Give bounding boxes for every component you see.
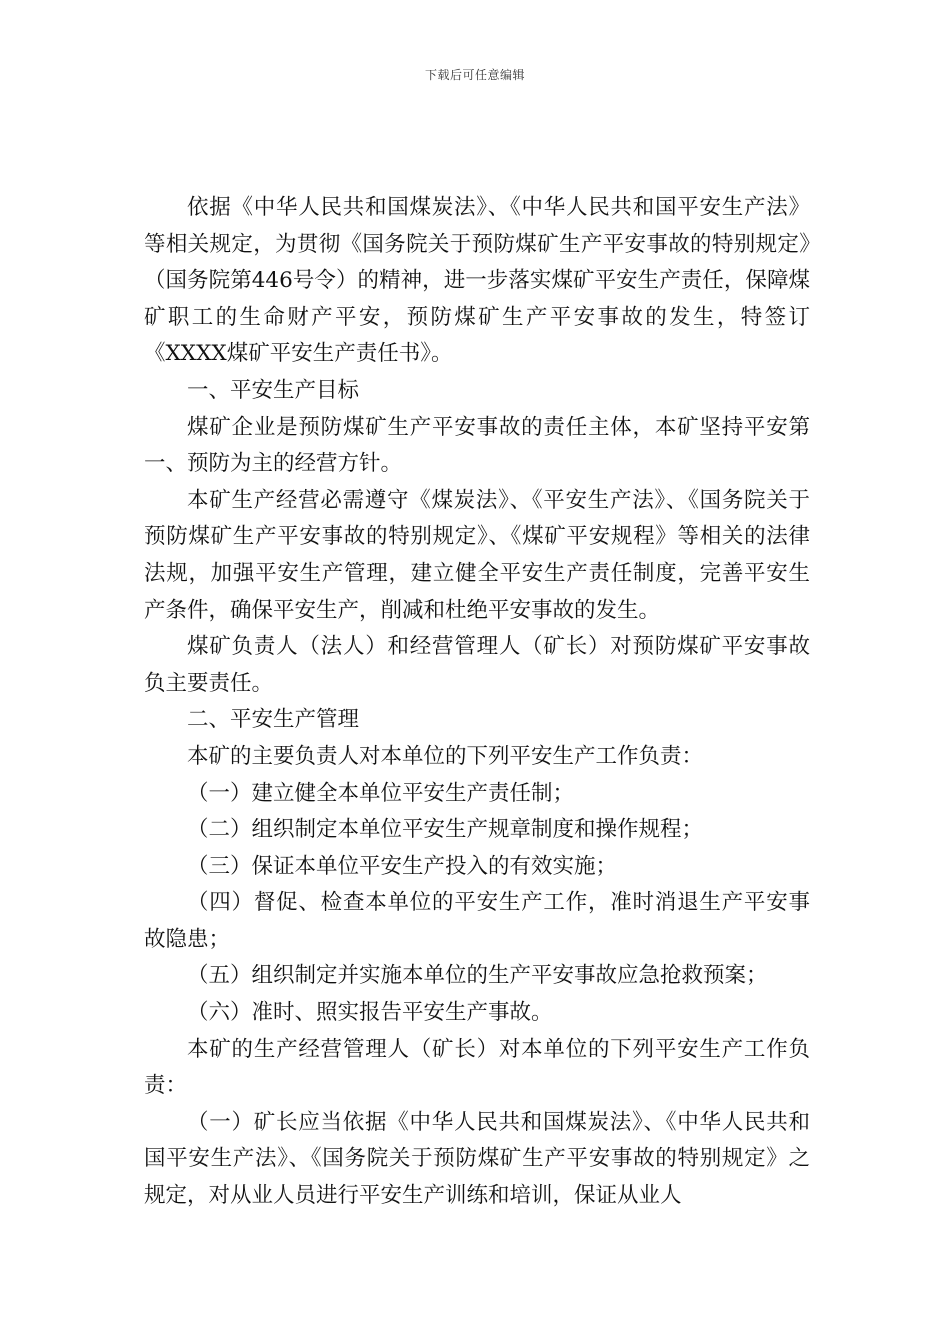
paragraph: 煤矿负责人（法人）和经营管理人（矿长）对预防煤矿平安事故负主要责任。 <box>144 634 810 696</box>
list-item: （六）准时、照实报告平安生产事故。 <box>187 1000 553 1026</box>
paragraph: 本矿的主要负责人对本单位的下列平安生产工作负责： <box>187 743 704 769</box>
section-heading-safety-management: 二、平安生产管理 <box>187 707 360 733</box>
header-note: 下载后可任意编辑 <box>424 68 525 82</box>
paragraph: 本矿的生产经营管理人（矿长）对本单位的下列平安生产工作负责： <box>144 1036 810 1099</box>
list-item: （一）矿长应当依据《中华人民共和国煤炭法》、《中华人民共和国平安生产法》、《国务院关于预防煤矿生产平安事故的特别规定》之规定，对从业人员进行平安生产训练和培训，保证从业人 <box>144 1109 810 1209</box>
paragraph: 本矿生产经营必需遵守《煤炭法》、《平安生产法》、《国务院关于预防煤矿生产平安事故的特别规定》、《煤矿平安规程》等相关的法律法规，加强平安生产管理，建立健全平安生产责任制度，完善平安生产条件，确保平安生产，削减和杜绝平安事故的发生。 <box>144 487 810 623</box>
list-item: （四）督促、检查本单位的平安生产工作，准时消退生产平安事故隐患； <box>144 890 810 952</box>
paragraph-intro: 依据《中华人民共和国煤炭法》、《中华人民共和国平安生产法》等相关规定，为贯彻《国务院关于预防煤矿生产平安事故的特别规定》（国务院第446号令）的精神，进一步落实煤矿平安生产责任，保障煤矿职工的生命财产平安，预防煤矿生产平安事故的发生，特签订《XXXX煤矿平安生产责任书》。 <box>144 195 810 367</box>
section-heading-safety-goal: 一、平安生产目标 <box>187 377 360 403</box>
document-body <box>144 190 810 1215</box>
list-item: （二）组织制定本单位平安生产规章制度和操作规程； <box>187 817 704 843</box>
list-item: （三）保证本单位平安生产投入的有效实施； <box>187 853 618 879</box>
paragraph: 煤矿企业是预防煤矿生产平安事故的责任主体，本矿坚持平安第一、预防为主的经营方针。 <box>144 414 810 477</box>
list-item: （一）建立健全本单位平安生产责任制； <box>187 780 575 806</box>
list-item: （五）组织制定并实施本单位的生产平安事故应急抢救预案； <box>187 963 768 989</box>
